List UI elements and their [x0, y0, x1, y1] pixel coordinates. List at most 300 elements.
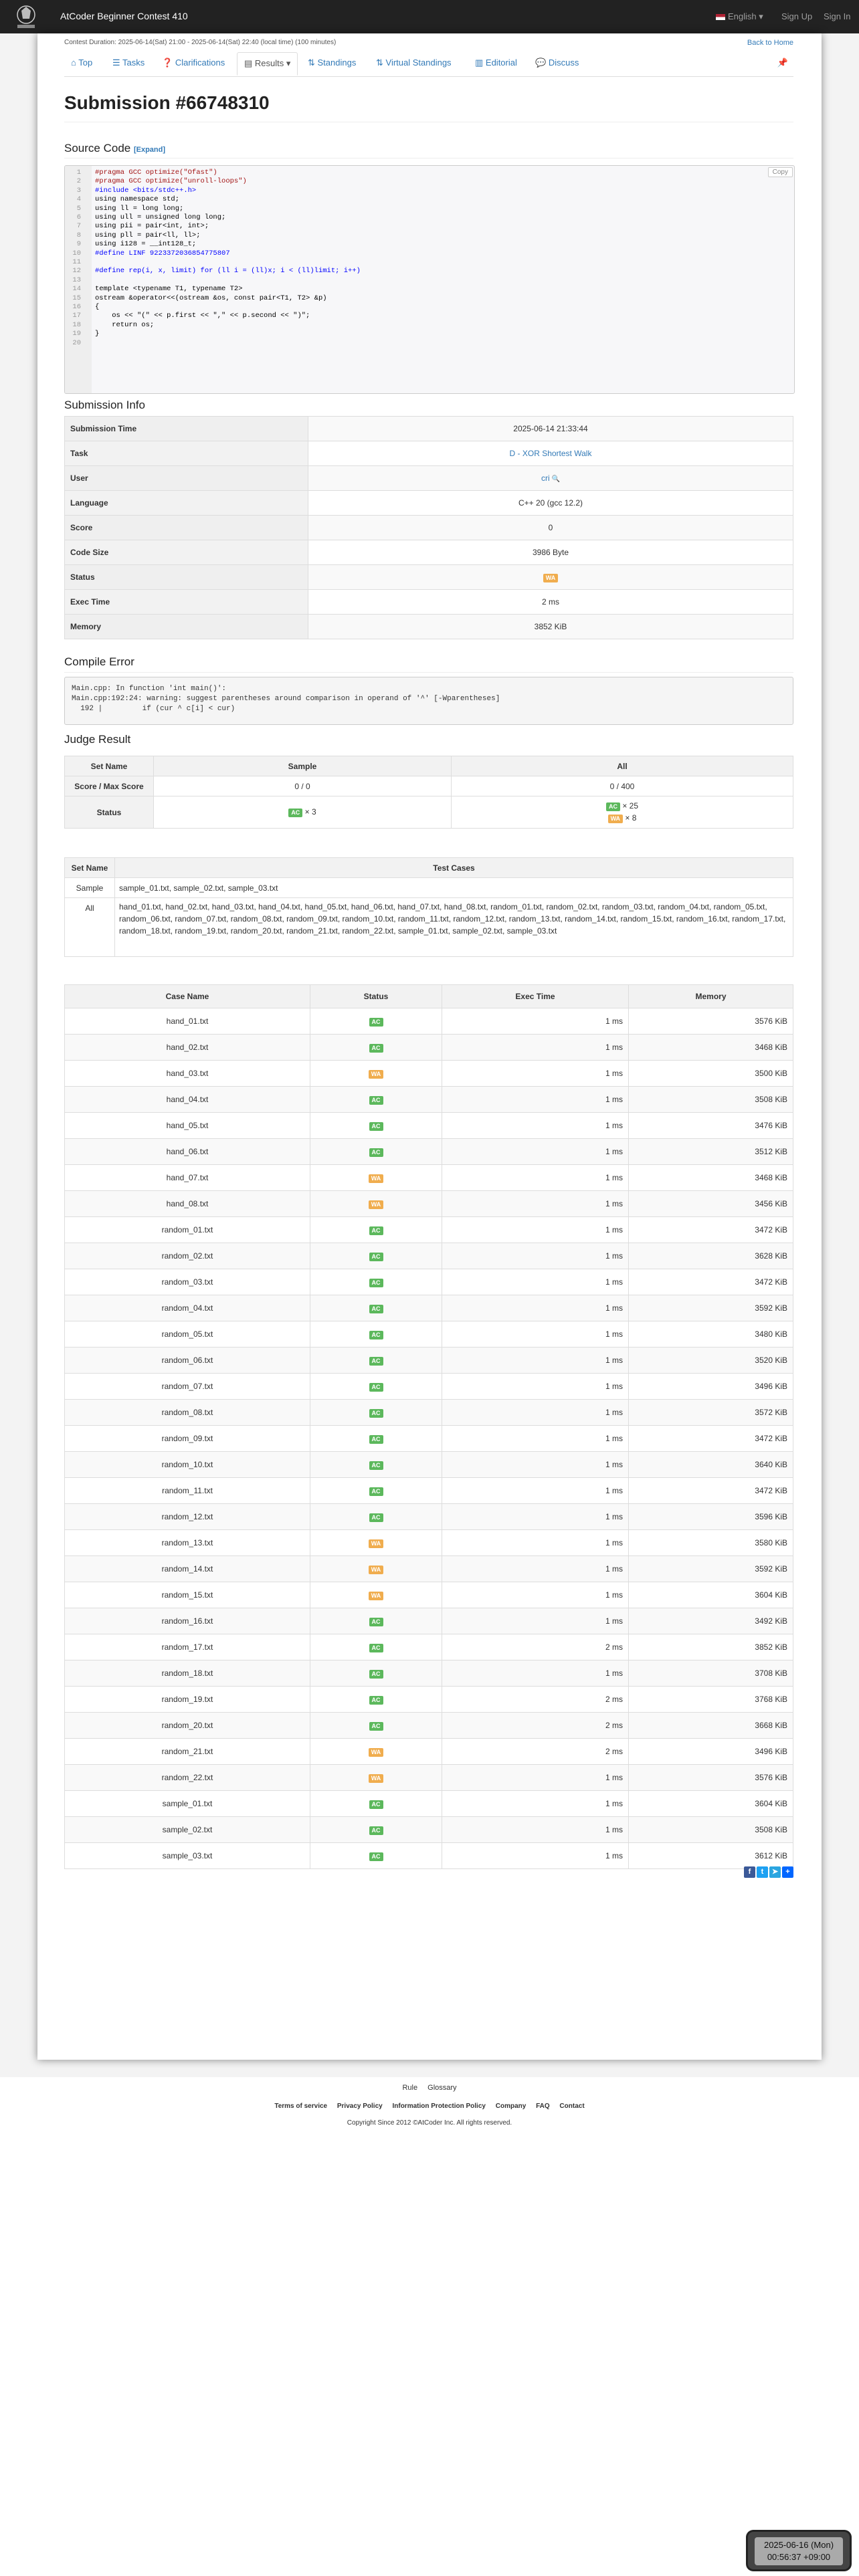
case-memory-cell — [629, 1660, 793, 1687]
case-status-cell — [310, 1556, 442, 1582]
case-name-cell — [65, 1165, 310, 1191]
case-memory-cell — [629, 1426, 793, 1452]
status-badge: AC — [369, 1852, 383, 1861]
code-text: using namespace std; — [95, 195, 180, 204]
back-to-home-link[interactable]: Back to Home — [747, 39, 793, 47]
case-exec-time-cell — [442, 1191, 629, 1217]
tab-clarifications[interactable]: ❓ Clarifications — [162, 58, 225, 68]
case-exec-time: 1 ms — [605, 1121, 623, 1130]
case-exec-time: 1 ms — [605, 1382, 623, 1391]
info-value-cell — [308, 516, 793, 540]
tab-tasks[interactable]: ☰ Tasks — [112, 58, 145, 68]
info-value: 2025-06-14 21:33:44 — [513, 424, 588, 433]
case-name: hand_07.txt — [166, 1173, 209, 1182]
case-exec-time: 1 ms — [605, 1434, 623, 1443]
table-row — [65, 1817, 793, 1843]
case-name-cell — [65, 1765, 310, 1791]
case-exec-time-cell — [442, 1243, 629, 1269]
info-row — [65, 417, 793, 441]
case-exec-time-cell — [442, 1791, 629, 1817]
table-row — [65, 1426, 793, 1452]
contest-nav-tabs — [64, 52, 793, 77]
info-value: 0 — [548, 523, 553, 532]
table-row — [65, 1321, 793, 1348]
case-name: sample_01.txt — [162, 1799, 213, 1808]
submission-info-heading: Submission Info — [64, 399, 145, 411]
case-memory: 3492 KiB — [755, 1616, 787, 1626]
tab-standings-label: Standings — [317, 58, 357, 68]
case-exec-time: 1 ms — [605, 1173, 623, 1182]
case-exec-time: 1 ms — [605, 1616, 623, 1626]
test-set-table — [64, 857, 793, 957]
case-memory: 3592 KiB — [755, 1564, 787, 1574]
case-exec-time: 1 ms — [605, 1303, 623, 1313]
case-memory-cell — [629, 1791, 793, 1817]
line-number: 5 — [76, 204, 81, 213]
header-all: All — [452, 756, 793, 776]
case-memory: 3456 KiB — [755, 1199, 787, 1208]
case-status-cell — [310, 1426, 442, 1452]
case-name: random_08.txt — [161, 1408, 213, 1417]
case-memory-cell — [629, 1504, 793, 1530]
case-name: random_14.txt — [161, 1564, 213, 1574]
code-text: #include <bits/stdc++.h> — [95, 186, 197, 195]
case-name: sample_03.txt — [162, 1851, 213, 1860]
case-name: random_17.txt — [161, 1642, 213, 1652]
sample-score: 0 / 0 — [154, 776, 452, 796]
case-name-cell — [65, 1791, 310, 1817]
status-badge: AC — [369, 1722, 383, 1731]
case-exec-time: 2 ms — [605, 1747, 623, 1756]
info-row — [65, 565, 793, 590]
clock-date: 2025-06-16 (Mon) — [763, 2540, 834, 2550]
case-exec-time-cell — [442, 1113, 629, 1139]
line-number: 17 — [72, 312, 81, 320]
info-row — [65, 441, 793, 466]
table-row — [65, 1008, 793, 1035]
source-code-heading-text: Source Code — [64, 142, 131, 154]
line-number: 8 — [76, 231, 81, 239]
case-exec-time-cell — [442, 1374, 629, 1400]
case-memory: 3628 KiB — [755, 1251, 787, 1261]
case-memory-cell — [629, 1843, 793, 1869]
code-text: #pragma GCC optimize("Ofast") — [95, 169, 217, 177]
case-exec-time: 1 ms — [605, 1512, 623, 1521]
footer-info-protection-link[interactable]: Information Protection Policy — [392, 2103, 486, 2110]
footer-privacy-link[interactable]: Privacy Policy — [337, 2103, 383, 2110]
table-row — [65, 1739, 793, 1765]
header-set-name: Set Name — [65, 756, 154, 776]
code-text: #pragma GCC optimize("unroll-loops") — [95, 177, 247, 186]
table-row — [65, 1243, 793, 1269]
all-status-cell — [452, 796, 793, 829]
tab-top[interactable]: ⌂ Top — [71, 58, 93, 68]
table-row — [65, 1713, 793, 1739]
line-number: 7 — [76, 222, 81, 231]
case-exec-time: 1 ms — [605, 1147, 623, 1156]
facebook-share-icon[interactable]: f — [744, 1866, 755, 1878]
code-text: return os; — [95, 320, 155, 329]
info-label: Memory — [65, 615, 308, 639]
twitter-share-icon[interactable]: t — [757, 1866, 768, 1878]
status-badge: AC — [369, 1800, 383, 1809]
status-badge: WA — [369, 1200, 384, 1209]
case-memory-cell — [629, 1321, 793, 1348]
line-number: 4 — [76, 195, 81, 204]
case-name-cell — [65, 1582, 310, 1608]
case-name-cell — [65, 1478, 310, 1504]
info-value-cell — [308, 466, 793, 491]
case-exec-time-cell — [442, 1348, 629, 1374]
case-name: hand_08.txt — [166, 1199, 209, 1208]
pin-icon[interactable]: 📌 — [777, 58, 788, 68]
line-number: 11 — [72, 258, 81, 266]
user-link[interactable]: cri — [541, 473, 550, 483]
status-count: × 8 — [625, 813, 637, 823]
case-name-cell — [65, 1426, 310, 1452]
atcoder-logo-icon[interactable] — [9, 3, 43, 31]
case-name: hand_03.txt — [166, 1069, 209, 1078]
header-test-cases: Test Cases — [115, 858, 793, 878]
sample-status-cell — [154, 796, 452, 829]
case-name: random_04.txt — [161, 1303, 213, 1313]
table-row — [65, 1113, 793, 1139]
compile-error-heading: Compile Error — [64, 655, 134, 668]
status-badge: AC — [369, 1383, 383, 1392]
case-memory-cell — [629, 1008, 793, 1035]
submission-info-table — [64, 416, 793, 639]
case-name-cell — [65, 1217, 310, 1243]
case-exec-time: 1 ms — [605, 1564, 623, 1574]
status-badge: AC — [288, 809, 302, 817]
case-name: random_16.txt — [161, 1616, 213, 1626]
case-exec-time-cell — [442, 1634, 629, 1660]
tab-results[interactable]: ▤ Results ▾ — [237, 52, 298, 76]
language-select[interactable]: English ▾ — [716, 11, 763, 22]
case-memory-cell — [629, 1191, 793, 1217]
case-memory: 3472 KiB — [755, 1434, 787, 1443]
table-row — [65, 1660, 793, 1687]
table-row — [65, 1478, 793, 1504]
status-badge: AC — [369, 1487, 383, 1496]
case-exec-time-cell — [442, 1269, 629, 1295]
code-text: { — [95, 303, 100, 311]
contest-brand-link[interactable]: AtCoder Beginner Contest 410 — [60, 11, 188, 21]
case-name-cell — [65, 1400, 310, 1426]
case-name: random_22.txt — [161, 1773, 213, 1782]
status-badge: AC — [369, 1253, 383, 1261]
case-name-cell — [65, 1348, 310, 1374]
info-label: Exec Time — [65, 590, 308, 615]
case-memory-cell — [629, 1139, 793, 1165]
info-label: Language — [65, 491, 308, 516]
case-exec-time-cell — [442, 1035, 629, 1061]
footer-glossary-link[interactable]: Glossary — [427, 2084, 457, 2092]
tab-virtual-standings-label: Virtual Standings — [385, 58, 452, 68]
task-link[interactable]: D - XOR Shortest Walk — [509, 449, 592, 458]
case-exec-time-cell — [442, 1687, 629, 1713]
case-exec-time: 1 ms — [605, 1199, 623, 1208]
case-status-cell — [310, 1765, 442, 1791]
info-value-cell — [308, 491, 793, 516]
case-name-cell — [65, 1243, 310, 1269]
case-memory: 3472 KiB — [755, 1277, 787, 1287]
case-memory-cell — [629, 1348, 793, 1374]
case-memory: 3472 KiB — [755, 1225, 787, 1235]
line-number: 1 — [76, 169, 81, 177]
case-exec-time: 1 ms — [605, 1825, 623, 1834]
tab-standings[interactable]: ⇅ Standings — [308, 58, 357, 68]
case-name: random_07.txt — [161, 1382, 213, 1391]
case-status-cell — [310, 1217, 442, 1243]
case-memory: 3768 KiB — [755, 1695, 787, 1704]
case-memory: 3852 KiB — [755, 1642, 787, 1652]
status-badge: WA — [369, 1774, 384, 1783]
case-exec-time-cell — [442, 1713, 629, 1739]
status-badge: AC — [369, 1305, 383, 1313]
status-count: × 3 — [304, 807, 316, 817]
table-row — [65, 1843, 793, 1869]
footer-rule-link[interactable]: Rule — [402, 2084, 418, 2092]
table-row — [65, 1374, 793, 1400]
info-label: Submission Time — [65, 417, 308, 441]
case-memory: 3668 KiB — [755, 1721, 787, 1730]
table-row — [65, 1269, 793, 1295]
info-label: User — [65, 466, 308, 491]
tab-editorial[interactable]: ▥ Editorial — [475, 58, 517, 68]
tab-virtual-standings[interactable]: ⇅ Virtual Standings — [376, 58, 452, 68]
tab-top-label: Top — [78, 58, 93, 68]
case-memory: 3468 KiB — [755, 1043, 787, 1052]
table-row — [65, 1348, 793, 1374]
case-exec-time: 1 ms — [605, 1799, 623, 1808]
case-status-cell — [310, 1269, 442, 1295]
status-badge: WA — [369, 1748, 384, 1757]
footer-contact-link[interactable]: Contact — [559, 2103, 585, 2110]
all-score: 0 / 400 — [452, 776, 793, 796]
status-badge: AC — [369, 1331, 383, 1339]
case-exec-time: 2 ms — [605, 1695, 623, 1704]
case-exec-time: 1 ms — [605, 1851, 623, 1860]
case-exec-time-cell — [442, 1165, 629, 1191]
case-exec-time-cell — [442, 1478, 629, 1504]
case-name-cell — [65, 1530, 310, 1556]
status-badge: AC — [369, 1279, 383, 1287]
case-exec-time-cell — [442, 1061, 629, 1087]
case-exec-time-cell — [442, 1765, 629, 1791]
case-name: random_09.txt — [161, 1434, 213, 1443]
info-value: 3852 KiB — [534, 622, 567, 631]
case-memory-cell — [629, 1400, 793, 1426]
case-status-cell — [310, 1400, 442, 1426]
case-memory-cell — [629, 1608, 793, 1634]
case-memory-cell — [629, 1556, 793, 1582]
info-label: Score — [65, 516, 308, 540]
info-row — [65, 615, 793, 639]
status-badge: AC — [369, 1148, 383, 1157]
status-badge: AC — [369, 1670, 383, 1679]
case-exec-time-cell — [442, 1608, 629, 1634]
case-status-cell — [310, 1687, 442, 1713]
table-row — [65, 1530, 793, 1556]
tab-results-label: Results — [254, 58, 284, 68]
line-number: 16 — [72, 303, 81, 311]
page-title: Submission #66748310 — [64, 92, 270, 113]
case-exec-time: 1 ms — [605, 1486, 623, 1495]
info-value-cell — [308, 565, 793, 590]
case-memory-cell — [629, 1452, 793, 1478]
table-row — [65, 1556, 793, 1582]
sign-in-link[interactable]: Sign In — [824, 11, 851, 21]
case-status-cell — [310, 1452, 442, 1478]
case-exec-time: 1 ms — [605, 1590, 623, 1600]
case-memory: 3576 KiB — [755, 1773, 787, 1782]
case-exec-time: 1 ms — [605, 1773, 623, 1782]
case-name-cell — [65, 1008, 310, 1035]
table-row — [65, 1139, 793, 1165]
status-badge: AC — [369, 1461, 383, 1470]
share-buttons — [743, 1866, 793, 1878]
case-name-cell — [65, 1817, 310, 1843]
case-status-cell — [310, 1713, 442, 1739]
line-number: 19 — [72, 330, 81, 338]
language-label: English — [728, 11, 757, 21]
case-memory-cell — [629, 1478, 793, 1504]
case-memory: 3604 KiB — [755, 1799, 787, 1808]
case-memory-cell — [629, 1713, 793, 1739]
case-exec-time: 1 ms — [605, 1460, 623, 1469]
case-status-cell — [310, 1087, 442, 1113]
case-name-cell — [65, 1713, 310, 1739]
footer-links-secondary — [0, 2103, 859, 2110]
copy-button[interactable]: Copy — [768, 167, 793, 177]
line-number: 20 — [72, 338, 81, 347]
case-name: random_15.txt — [161, 1590, 213, 1600]
case-memory: 3480 KiB — [755, 1329, 787, 1339]
case-memory: 3508 KiB — [755, 1095, 787, 1104]
code-text: using ll = long long; — [95, 204, 184, 213]
case-exec-time: 1 ms — [605, 1329, 623, 1339]
case-exec-time-cell — [442, 1582, 629, 1608]
case-name-cell — [65, 1321, 310, 1348]
case-name-cell — [65, 1113, 310, 1139]
status-badge: WA — [543, 574, 559, 582]
case-memory: 3512 KiB — [755, 1147, 787, 1156]
code-text: using ull = unsigned long long; — [95, 213, 226, 221]
case-exec-time: 1 ms — [605, 1251, 623, 1261]
case-name: hand_02.txt — [166, 1043, 209, 1052]
case-memory-cell — [629, 1165, 793, 1191]
table-row — [65, 1400, 793, 1426]
case-name-cell — [65, 1608, 310, 1634]
tab-discuss[interactable]: 💬 Discuss — [535, 58, 579, 68]
search-icon[interactable]: 🔍 — [549, 475, 560, 483]
set-name: Sample — [65, 878, 115, 898]
case-name: random_12.txt — [161, 1512, 213, 1521]
table-row — [65, 1687, 793, 1713]
case-exec-time-cell — [442, 1817, 629, 1843]
table-row — [65, 1791, 793, 1817]
sign-up-link[interactable]: Sign Up — [781, 11, 813, 21]
case-memory-cell — [629, 1269, 793, 1295]
case-status-cell — [310, 1139, 442, 1165]
status-badge: AC — [369, 1226, 383, 1235]
table-row — [65, 1452, 793, 1478]
case-memory: 3468 KiB — [755, 1173, 787, 1182]
case-exec-time: 1 ms — [605, 1069, 623, 1078]
case-status-cell — [310, 1321, 442, 1348]
case-name: random_05.txt — [161, 1329, 213, 1339]
case-exec-time-cell — [442, 1739, 629, 1765]
case-memory-cell — [629, 1087, 793, 1113]
footer-terms-link[interactable]: Terms of service — [274, 2103, 328, 2110]
case-status-cell — [310, 1295, 442, 1321]
judge-result-table — [64, 756, 793, 829]
case-status-cell — [310, 1374, 442, 1400]
header-memory: Memory — [629, 985, 793, 1008]
case-status-cell — [310, 1504, 442, 1530]
case-name-cell — [65, 1739, 310, 1765]
status-badge: AC — [369, 1618, 383, 1626]
set-cases: sample_01.txt, sample_02.txt, sample_03.txt — [115, 878, 793, 898]
case-memory: 3612 KiB — [755, 1851, 787, 1860]
footer-faq-link[interactable]: FAQ — [536, 2103, 550, 2110]
plus-share-icon[interactable]: + — [782, 1866, 793, 1878]
line-number: 6 — [76, 213, 81, 221]
table-row — [65, 1087, 793, 1113]
case-name: random_01.txt — [161, 1225, 213, 1235]
source-code-box[interactable] — [64, 165, 795, 394]
case-memory: 3572 KiB — [755, 1408, 787, 1417]
code-text: } — [95, 330, 100, 338]
main-panel — [37, 33, 822, 2060]
telegram-share-icon[interactable]: ➤ — [769, 1866, 781, 1878]
case-memory-cell — [629, 1530, 793, 1556]
case-exec-time-cell — [442, 1217, 629, 1243]
footer-company-link[interactable]: Company — [495, 2103, 527, 2110]
case-name: hand_04.txt — [166, 1095, 209, 1104]
code-text: #define rep(i, x, limit) for (ll i = (ll)x; i < (ll)limit; i++) — [95, 267, 361, 276]
source-code-heading — [64, 142, 165, 155]
status-badge: WA — [369, 1566, 384, 1574]
case-name-cell — [65, 1504, 310, 1530]
case-exec-time-cell — [442, 1400, 629, 1426]
code-text: ostream &operator<<(ostream &os, const pair<T1, T2> &p) — [95, 294, 327, 302]
case-name-cell — [65, 1452, 310, 1478]
case-exec-time: 1 ms — [605, 1043, 623, 1052]
case-name: random_03.txt — [161, 1277, 213, 1287]
status-badge: AC — [369, 1357, 383, 1366]
case-name-cell — [65, 1191, 310, 1217]
case-name-cell — [65, 1660, 310, 1687]
table-row — [65, 1217, 793, 1243]
case-memory-cell — [629, 1217, 793, 1243]
case-status-cell — [310, 1061, 442, 1087]
table-row — [65, 1165, 793, 1191]
expand-link[interactable]: [Expand] — [133, 146, 166, 154]
case-name-cell — [65, 1035, 310, 1061]
case-status-cell — [310, 1348, 442, 1374]
case-memory-cell — [629, 1295, 793, 1321]
case-exec-time: 2 ms — [605, 1721, 623, 1730]
status-badge: AC — [369, 1513, 383, 1522]
case-name-cell — [65, 1269, 310, 1295]
case-memory: 3580 KiB — [755, 1538, 787, 1547]
line-number: 9 — [76, 240, 81, 249]
table-row — [65, 1582, 793, 1608]
case-name-cell — [65, 1843, 310, 1869]
case-exec-time-cell — [442, 1452, 629, 1478]
